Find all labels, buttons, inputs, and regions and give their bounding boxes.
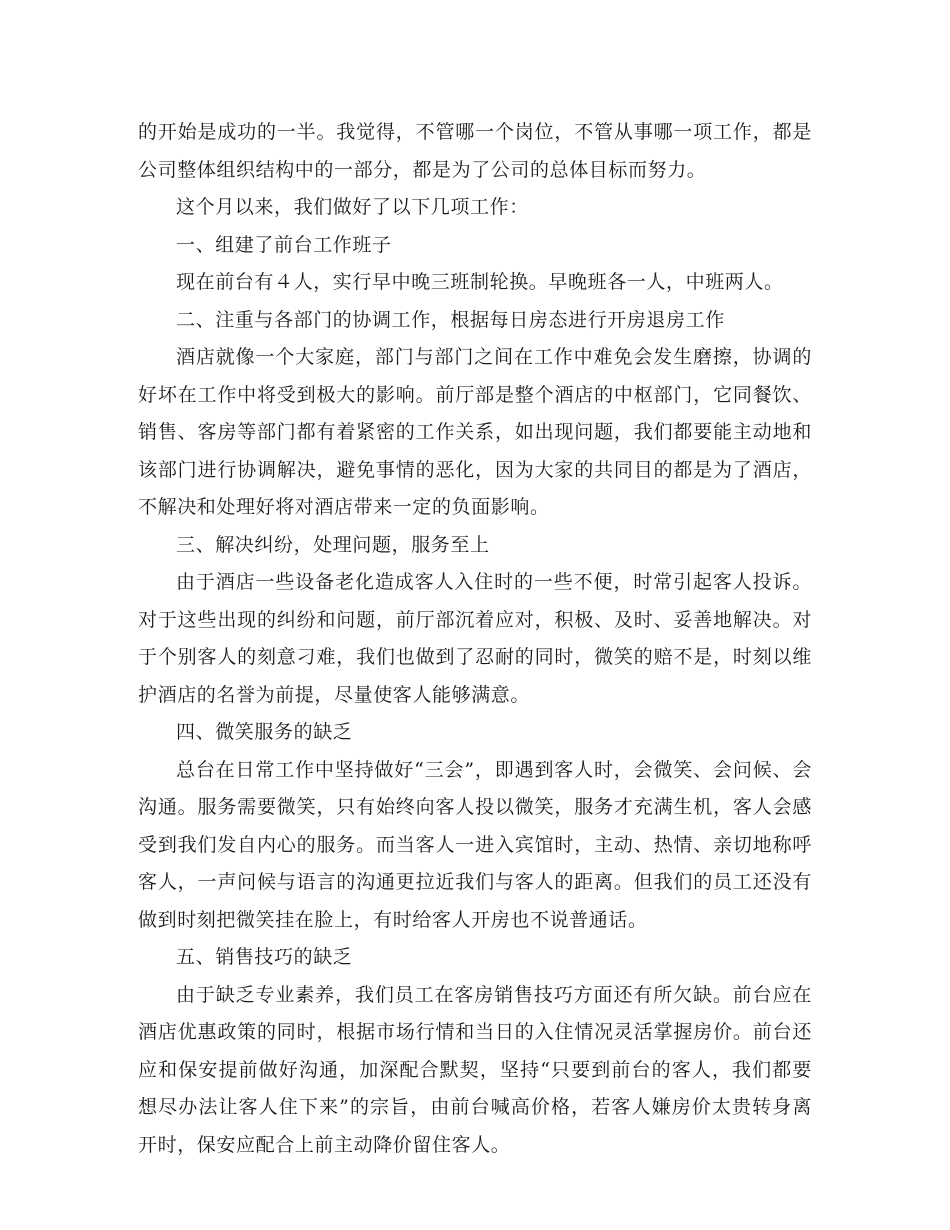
section-heading-2: 二、注重与各部门的协调工作，根据每日房态进行开房退房工作: [176, 308, 725, 331]
paragraph-section-5: 由于缺乏专业素养，我们员工在客房销售技巧方面还有所欠缺。前台应在酒店优惠政策的同时，根据市场行情和当日的入住情况灵活掌握房价。前台还应和保安提前做好沟通，加深配合默契，坚持“只要到前台的客人，我们都要想尽办法让客人住下来”的宗旨，由前台喊高价格，若客人嫌房价太贵转身离开时，保安应配合上前主动降价留住客人。: [138, 983, 812, 1156]
paragraph-section-2: 酒店就像一个大家庭，部门与部门之间在工作中难免会发生磨擦，协调的好坏在工作中将受到极大的影响。前厅部是整个酒店的中枢部门，它同餐饮、销售、客房等部门都有着紧密的工作关系，如出现问题，我们都要能主动地和该部门进行协调解决，避免事情的恶化，因为大家的共同目的都是为了酒店，不解决和处理好将对酒店带来一定的负面影响。: [138, 346, 812, 518]
paragraph-section-4: 总台在日常工作中坚持做好“三会”，即遇到客人时，会微笑、会问候、会沟通。服务需要微笑，只有始终向客人投以微笑，服务才充满生机，客人会感受到我们发自内心的服务。而当客人一进入宾馆时，主动、热情、亲切地称呼客人，一声问候与语言的沟通更拉近我们与客人的距离。但我们的员工还没有做到时刻把微笑挂在脸上，有时给客人开房也不说普通话。: [138, 758, 812, 931]
paragraph-intro: 这个月以来，我们做好了以下几项工作：: [176, 196, 529, 218]
section-heading-5: 五、销售技巧的缺乏: [176, 946, 353, 968]
document-body: [138, 114, 812, 1164]
paragraph-continuation: 的开始是成功的一半。我觉得，不管哪一个岗位，不管从事哪一项工作，都是公司整体组织结构中的一部分，都是为了公司的总体目标而努力。: [138, 121, 812, 181]
paragraph-section-1: 现在前台有４人，实行早中晚三班制轮换。早晚班各一人，中班两人。: [176, 271, 784, 293]
section-heading-4: 四、微笑服务的缺乏: [176, 721, 353, 743]
paragraph-section-3: 由于酒店一些设备老化造成客人入住时的一些不便，时常引起客人投诉。对于这些出现的纠纷和问题，前厅部沉着应对，积极、及时、妥善地解决。对于个别客人的刻意刁难，我们也做到了忍耐的同时，微笑的赔不是，时刻以维护酒店的名誉为前提，尽量使客人能够满意。: [138, 571, 812, 706]
section-heading-3: 三、解决纠纷，处理问题，服务至上: [176, 533, 490, 556]
section-heading-1: 一、组建了前台工作班子: [176, 233, 392, 256]
